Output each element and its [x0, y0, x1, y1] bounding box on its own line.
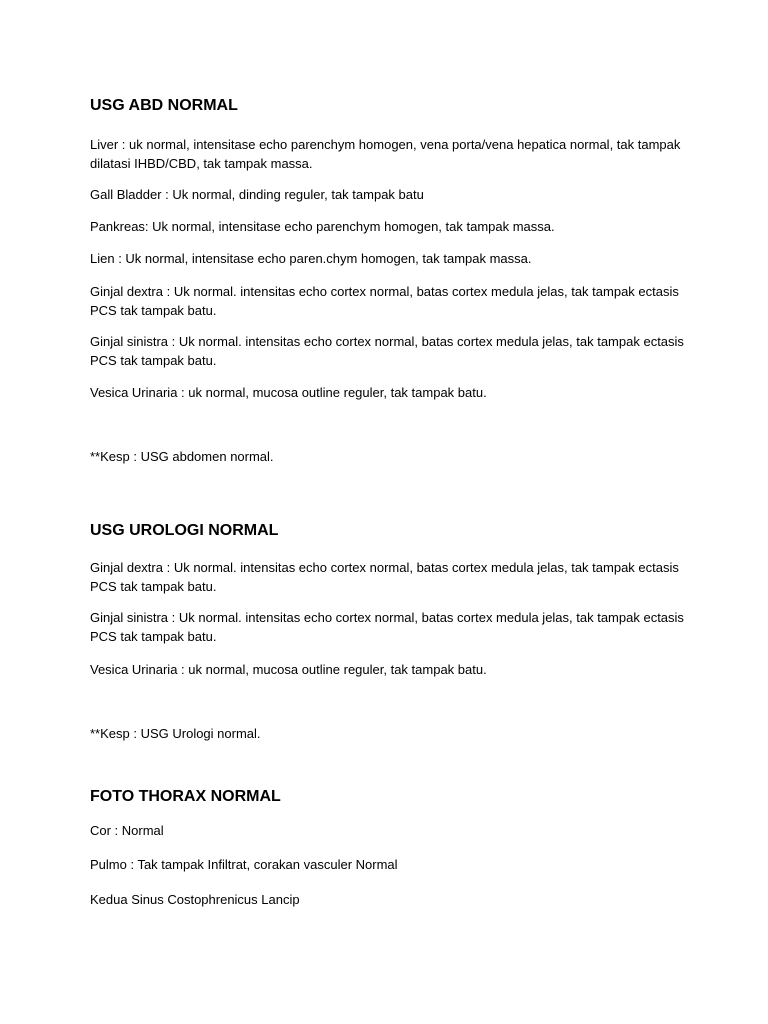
conclusion-usg-abd: **Kesp : USG abdomen normal.	[90, 449, 274, 464]
paragraph-sinus: Kedua Sinus Costophrenicus Lancip	[90, 892, 300, 907]
section-title-usg-abd: USG ABD NORMAL	[90, 97, 238, 114]
paragraph-vesica-urinaria: Vesica Urinaria : uk normal, mucosa outline reguler, tak tampak batu.	[90, 662, 487, 677]
section-title-foto-thorax: FOTO THORAX NORMAL	[90, 788, 281, 805]
paragraph-cor: Cor : Normal	[90, 823, 164, 838]
paragraph-lien: Lien : Uk normal, intensitase echo paren.chym homogen, tak tampak massa.	[90, 251, 532, 266]
paragraph-vesica-urinaria: Vesica Urinaria : uk normal, mucosa outline reguler, tak tampak batu.	[90, 385, 487, 400]
section-title-usg-urologi: USG UROLOGI NORMAL	[90, 522, 279, 539]
paragraph-pankreas: Pankreas: Uk normal, intensitase echo parenchym homogen, tak tampak massa.	[90, 219, 555, 234]
conclusion-usg-urologi: **Kesp : USG Urologi normal.	[90, 726, 261, 741]
paragraph-ginjal-dextra: Ginjal dextra : Uk normal. intensitas echo cortex normal, batas cortex medula jelas, tak tampak ectasis PCS tak tampak batu.	[90, 284, 679, 318]
paragraph-gall-bladder: Gall Bladder : Uk normal, dinding reguler, tak tampak batu	[90, 187, 424, 202]
paragraph-ginjal-dextra: Ginjal dextra : Uk normal. intensitas echo cortex normal, batas cortex medula jelas, tak tampak ectasis PCS tak tampak batu.	[90, 560, 679, 594]
paragraph-pulmo: Pulmo : Tak tampak Infiltrat, corakan vasculer Normal	[90, 857, 398, 872]
paragraph-ginjal-sinistra: Ginjal sinistra : Uk normal. intensitas echo cortex normal, batas cortex medula jelas, tak tampak ectasis PCS tak tampak batu.	[90, 334, 684, 368]
paragraph-ginjal-sinistra: Ginjal sinistra : Uk normal. intensitas echo cortex normal, batas cortex medula jelas, tak tampak ectasis PCS tak tampak batu.	[90, 610, 684, 644]
paragraph-liver: Liver : uk normal, intensitase echo parenchym homogen, vena porta/vena hepatica normal, tak tampak dilatasi IHBD/CBD, tak tampak massa.	[90, 137, 681, 171]
